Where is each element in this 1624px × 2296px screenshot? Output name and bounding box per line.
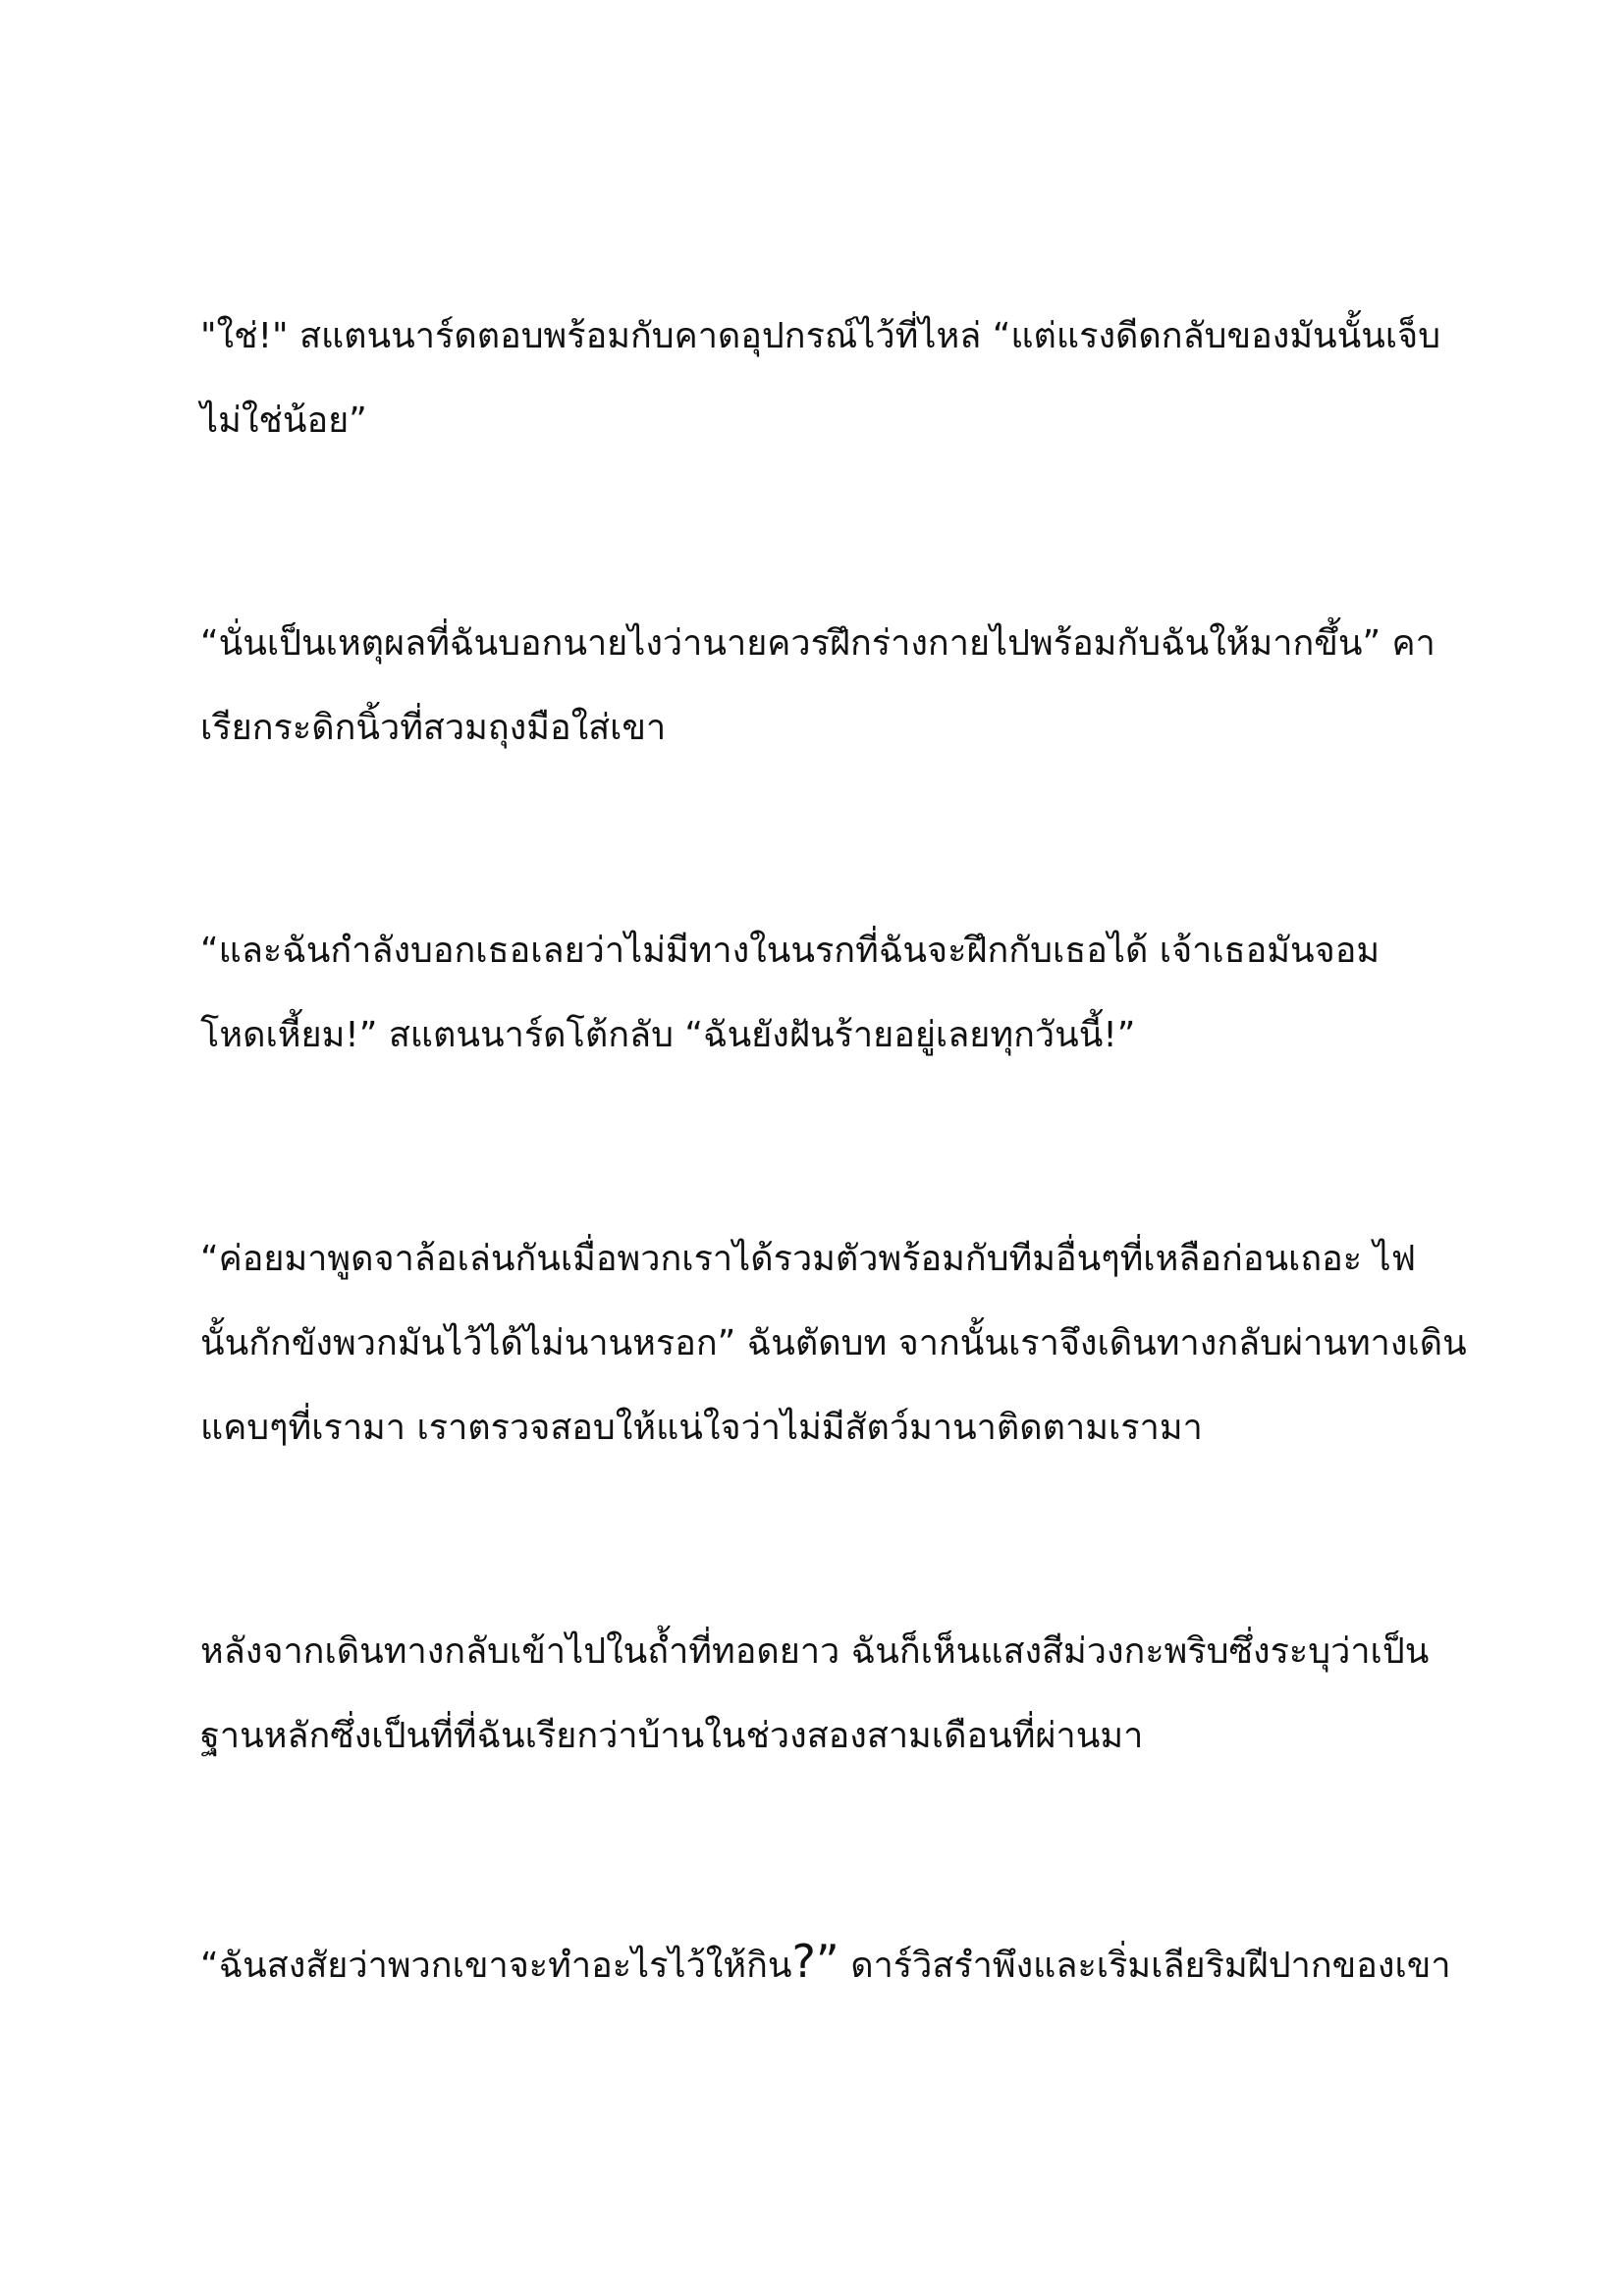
paragraph-line [200, 1919, 1467, 2003]
paragraph-line: ฐานหลักซึ่งเป็นที่ที่ฉันเรียกว่าบ้านในช่วงสองสามเดือนที่ผ่านมา [200, 1716, 1144, 1756]
paragraph-line: เรียกระดิกนิ้วที่สวมถุงมือใส่เขา [200, 708, 667, 748]
paragraph-4 [200, 1217, 1467, 1470]
paragraph-line: ไม่ใช่น้อย” [200, 400, 367, 441]
paragraph-text: ดาร์วิสรำพึงและเริ่มเลียริมฝีปากของเขา [839, 1946, 1451, 1986]
paragraph-line: หลังจากเดินทางกลับเข้าไปในถ้ำที่ทอดยาว ฉันก็เห็นแสงสีม่วงกะพริบซึ่งระบุว่าเป็น [200, 1631, 1430, 1672]
paragraph-line: โหดเหี้ยม!” สแตนนาร์ดโต้กลับ “ฉันยังฝันร้ายอยู่เลยทุกวันนี้!” [200, 1015, 1136, 1055]
paragraph-1 [200, 294, 1467, 463]
paragraph-2 [200, 602, 1467, 771]
paragraph-6 [200, 1919, 1467, 2003]
paragraph-line: “และฉันกำลังบอกเธอเลยว่าไม่มีทางในนรกที่ฉันจะฝึกกับเธอได้ เจ้าเธอมันจอม [200, 931, 1380, 971]
paragraph-line: แคบๆที่เรามา เราตรวจสอบให้แน่ใจว่าไม่มีสัตว์มานาติดตามเรามา [200, 1408, 1203, 1448]
paragraph-line: “ค่อยมาพูดจาล้อเล่นกันเมื่อพวกเราได้รวมตัวพร้อมกับทีมอื่นๆที่เหลือก่อนเถอะ ไฟ [200, 1239, 1417, 1279]
paragraph-5 [200, 1610, 1467, 1779]
paragraph-line: "ใช่!" สแตนนาร์ดตอบพร้อมกับคาดอุปกรณ์ไว้ที่ไหล่ “แต่แรงดีดกลับของมันนั้นเจ็บ [200, 316, 1441, 356]
question-mark-quote: ?” [791, 1935, 839, 1988]
paragraph-text: “ฉันสงสัยว่าพวกเขาจะทำอะไรไว้ให้กิน [200, 1946, 792, 1986]
paragraph-line: นั้นกักขังพวกมันไว้ได้ไม่นานหรอก” ฉันตัดบท จากนั้นเราจึงเดินทางกลับผ่านทางเดิน [200, 1323, 1467, 1363]
paragraph-line: “นั่นเป็นเหตุผลที่ฉันบอกนายไงว่านายควรฝึกร่างกายไปพร้อมกับฉันให้มากขึ้น” คา [200, 623, 1435, 664]
paragraph-3 [200, 909, 1467, 1078]
